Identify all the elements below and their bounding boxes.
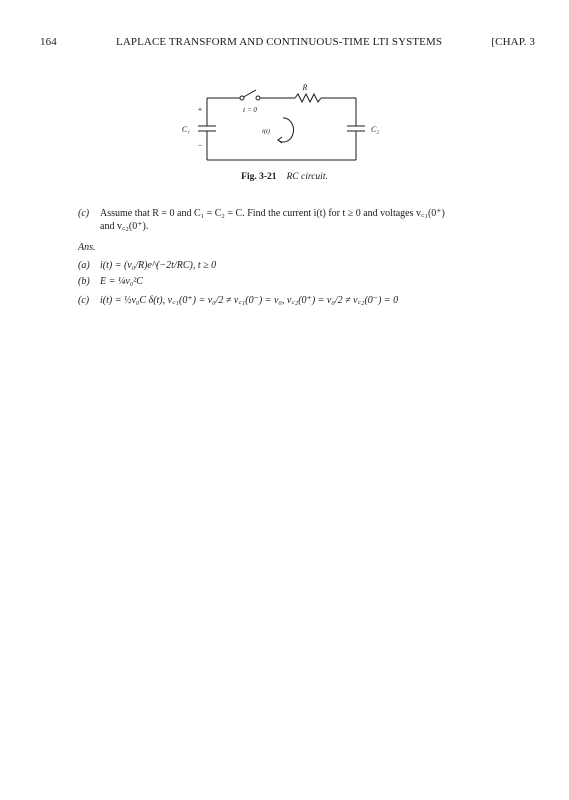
answer-a-marker: (a) bbox=[78, 260, 90, 271]
resistor-symbol bbox=[295, 94, 321, 102]
problem-text-line-1: Assume that R = 0 and C₁ = C₂ = C. Find the current i(t) for t ≥ 0 and voltages v꜀₁(0⁺) bbox=[100, 208, 445, 219]
switch-blade bbox=[244, 90, 257, 97]
chapter-marker: [CHAP. 3 bbox=[491, 36, 535, 48]
figure-number: Fig. 3-21 bbox=[241, 172, 277, 182]
answer-b-expression: E = ¼v₀²C bbox=[100, 276, 143, 287]
answer-c bbox=[78, 292, 398, 306]
problem-marker: (c) bbox=[78, 208, 90, 219]
page-number: 164 bbox=[40, 36, 57, 48]
switch-contact bbox=[256, 96, 260, 100]
capacitor-c1-label: C₁ bbox=[181, 125, 190, 134]
answer-c-expression: i(t) = ½v₀C δ(t), v꜀₁(0⁺) = v₀/2 ≠ v꜀₁(0⁻) = v₀, v꜀₂(0⁺) = v₀/2 ≠ v꜀₂(0⁻) = 0 bbox=[100, 295, 399, 306]
capacitor-c2-label: C₂ bbox=[371, 125, 380, 134]
switch-time-label: t = 0 bbox=[243, 106, 257, 114]
figure-caption bbox=[0, 172, 569, 182]
minus-sign: − bbox=[197, 141, 203, 150]
answers-heading: Ans. bbox=[78, 242, 96, 253]
resistor-label: R bbox=[302, 83, 308, 92]
caption-text: RC circuit. bbox=[286, 172, 328, 182]
answer-a-expression: i(t) = (v₀/R)e^(−2t/RC), t ≥ 0 bbox=[100, 260, 217, 271]
running-title: LAPLACE TRANSFORM AND CONTINUOUS-TIME LTI SYSTEMS bbox=[116, 36, 443, 48]
answer-b bbox=[78, 276, 143, 287]
rc-circuit-diagram bbox=[170, 82, 400, 182]
current-label: i(t) bbox=[262, 128, 270, 135]
current-arrowhead bbox=[278, 137, 282, 143]
answer-a bbox=[78, 260, 216, 271]
answer-b-marker: (b) bbox=[78, 276, 90, 287]
plus-sign: + bbox=[197, 105, 203, 114]
answer-c-marker: (c) bbox=[78, 295, 90, 306]
problem-text-line-2: and v꜀₂(0⁺). bbox=[100, 221, 149, 232]
